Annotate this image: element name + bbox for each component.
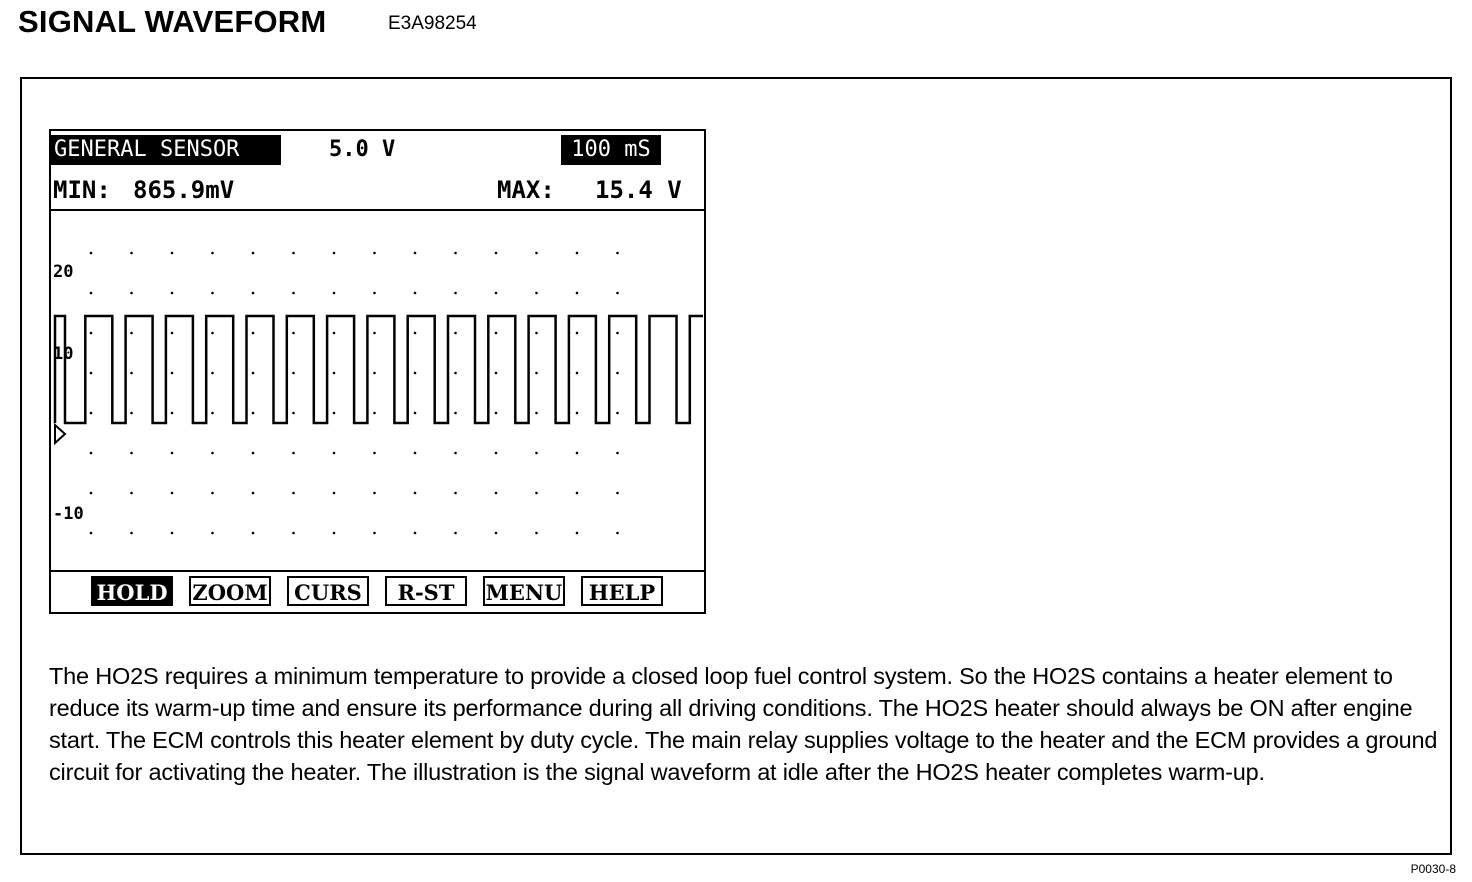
time-per-div: 100 mS xyxy=(561,135,661,165)
grid-dot xyxy=(535,492,538,495)
grid-dot xyxy=(576,372,579,375)
grid-dot xyxy=(90,452,93,455)
grid-dot xyxy=(292,492,295,495)
grid-dot xyxy=(171,332,174,335)
grid-dot xyxy=(454,332,457,335)
grid-dot xyxy=(373,252,376,255)
grid-dot xyxy=(414,532,417,535)
y-label-minus-10: -10 xyxy=(53,504,84,524)
grid-dot xyxy=(211,412,214,415)
grid-dot xyxy=(535,292,538,295)
grid-dot xyxy=(171,412,174,415)
grid-dot xyxy=(171,252,174,255)
document-code: E3A98254 xyxy=(388,13,477,34)
min-value: 865.9mV xyxy=(133,176,235,204)
grid-dot xyxy=(333,292,336,295)
grid-dot xyxy=(535,372,538,375)
grid-dot xyxy=(130,452,133,455)
volts-per-div: 5.0 V xyxy=(329,137,396,162)
grid-dot xyxy=(130,492,133,495)
cursor-button[interactable]: CURS xyxy=(287,576,369,606)
grid-dot xyxy=(373,292,376,295)
grid-dot xyxy=(90,292,93,295)
scope-minmax-row xyxy=(51,171,704,211)
grid-dot xyxy=(252,452,255,455)
grid-dot xyxy=(171,532,174,535)
grid-dot xyxy=(495,492,498,495)
grid-dot xyxy=(414,412,417,415)
grid-dot xyxy=(252,292,255,295)
grid-dot xyxy=(171,452,174,455)
grid-dot xyxy=(576,532,579,535)
grid-dot xyxy=(576,492,579,495)
grid-dot xyxy=(252,252,255,255)
grid-dot xyxy=(252,412,255,415)
grid-dot xyxy=(292,292,295,295)
grid-dot xyxy=(576,452,579,455)
figure-reference: P0030-8 xyxy=(1410,862,1456,876)
grid-dot xyxy=(292,452,295,455)
grid-dot xyxy=(414,292,417,295)
grid-dot xyxy=(211,372,214,375)
menu-button[interactable]: MENU xyxy=(483,576,565,606)
grid-dot xyxy=(495,452,498,455)
grid-dot xyxy=(211,292,214,295)
grid-dot xyxy=(171,372,174,375)
oscilloscope-screen xyxy=(49,129,706,614)
grid-dot xyxy=(454,252,457,255)
grid-dot xyxy=(211,332,214,335)
grid-dot xyxy=(373,332,376,335)
grid-dot xyxy=(130,252,133,255)
grid-dot xyxy=(414,452,417,455)
reset-button[interactable]: R-ST xyxy=(385,576,467,606)
grid-dot xyxy=(414,332,417,335)
grid-dot xyxy=(535,252,538,255)
grid-dot xyxy=(333,532,336,535)
grid-dot xyxy=(616,412,619,415)
help-button[interactable]: HELP xyxy=(581,576,663,606)
grid-dot xyxy=(535,332,538,335)
grid-dot xyxy=(90,532,93,535)
grid-dot xyxy=(252,372,255,375)
grid-dot xyxy=(535,412,538,415)
max-label: MAX: xyxy=(497,176,555,204)
grid-dot xyxy=(495,532,498,535)
channel-label: GENERAL SENSOR xyxy=(51,135,281,165)
grid-dot xyxy=(130,332,133,335)
min-label: MIN: xyxy=(53,176,111,204)
grid-dot xyxy=(576,292,579,295)
grid-dot xyxy=(414,252,417,255)
grid-dot xyxy=(373,412,376,415)
grid-dot xyxy=(292,532,295,535)
grid-dot xyxy=(414,492,417,495)
y-label-20: 20 xyxy=(53,262,74,282)
grid-dot xyxy=(576,332,579,335)
y-label-10: 10 xyxy=(53,344,74,364)
grid-dot xyxy=(616,532,619,535)
grid-dot xyxy=(130,372,133,375)
grid-dot xyxy=(90,332,93,335)
grid-dot xyxy=(252,532,255,535)
grid-dot xyxy=(616,252,619,255)
grid-dot xyxy=(211,532,214,535)
grid-dot xyxy=(252,492,255,495)
grid-dot xyxy=(333,332,336,335)
scope-status-row xyxy=(51,131,704,171)
grid-dot xyxy=(616,492,619,495)
grid-dot xyxy=(373,372,376,375)
grid-dot xyxy=(454,292,457,295)
grid-dot xyxy=(454,452,457,455)
page-title: SIGNAL WAVEFORM xyxy=(18,4,327,39)
grid-dot xyxy=(333,452,336,455)
grid-dot xyxy=(576,252,579,255)
grid-dot xyxy=(535,452,538,455)
grid-dot xyxy=(90,492,93,495)
grid-dot xyxy=(373,452,376,455)
grid-dot xyxy=(90,252,93,255)
grid-dot xyxy=(373,532,376,535)
grid-dot xyxy=(130,532,133,535)
grid-dot xyxy=(495,292,498,295)
grid-dot xyxy=(495,412,498,415)
grid-dot xyxy=(211,452,214,455)
scope-button-bar xyxy=(51,570,704,612)
grid-dot xyxy=(171,292,174,295)
grid-dot xyxy=(333,492,336,495)
grid-dot xyxy=(292,372,295,375)
grid-dot xyxy=(454,412,457,415)
grid-dot xyxy=(90,372,93,375)
grid-dot xyxy=(616,332,619,335)
grid-dot xyxy=(495,252,498,255)
waveform-plot xyxy=(51,211,704,571)
grid-dot xyxy=(333,372,336,375)
grid-dot xyxy=(495,332,498,335)
grid-dot xyxy=(130,412,133,415)
grid-dot xyxy=(292,412,295,415)
signal-waveform xyxy=(55,316,703,423)
ground-marker-icon xyxy=(55,425,65,443)
zoom-button[interactable]: ZOOM xyxy=(189,576,271,606)
grid-dot xyxy=(576,412,579,415)
hold-button[interactable]: HOLD xyxy=(91,576,173,606)
grid-dot xyxy=(292,252,295,255)
grid-dot xyxy=(454,492,457,495)
grid-dot xyxy=(454,532,457,535)
grid-dot xyxy=(495,372,498,375)
grid-dot xyxy=(333,252,336,255)
grid-dot xyxy=(333,412,336,415)
grid-dot xyxy=(616,292,619,295)
description-text: The HO2S requires a minimum temperature to provide a closed loop fuel control system. So the HO2S contains a heater element to reduce its warm-up time and ensure its performance during all driving conditions. The HO2S heater should always be ON after engine start. The ECM controls this heater element by duty cycle. The main relay supplies voltage to the heater and the ECM provides a ground circuit for activating the heater. The illustration is the signal waveform at idle after the HO2S heater completes warm-up. xyxy=(49,663,1438,785)
grid-dot xyxy=(211,252,214,255)
grid-dot xyxy=(252,332,255,335)
grid-dot xyxy=(171,492,174,495)
grid-dot xyxy=(211,492,214,495)
grid-dot xyxy=(292,332,295,335)
grid-dot xyxy=(535,532,538,535)
grid-dot xyxy=(616,452,619,455)
grid-dot xyxy=(454,372,457,375)
grid-dot xyxy=(90,412,93,415)
grid-dot xyxy=(616,372,619,375)
grid-dot xyxy=(373,492,376,495)
max-value: 15.4 V xyxy=(595,176,682,204)
grid-dot xyxy=(130,292,133,295)
grid-dot xyxy=(414,372,417,375)
